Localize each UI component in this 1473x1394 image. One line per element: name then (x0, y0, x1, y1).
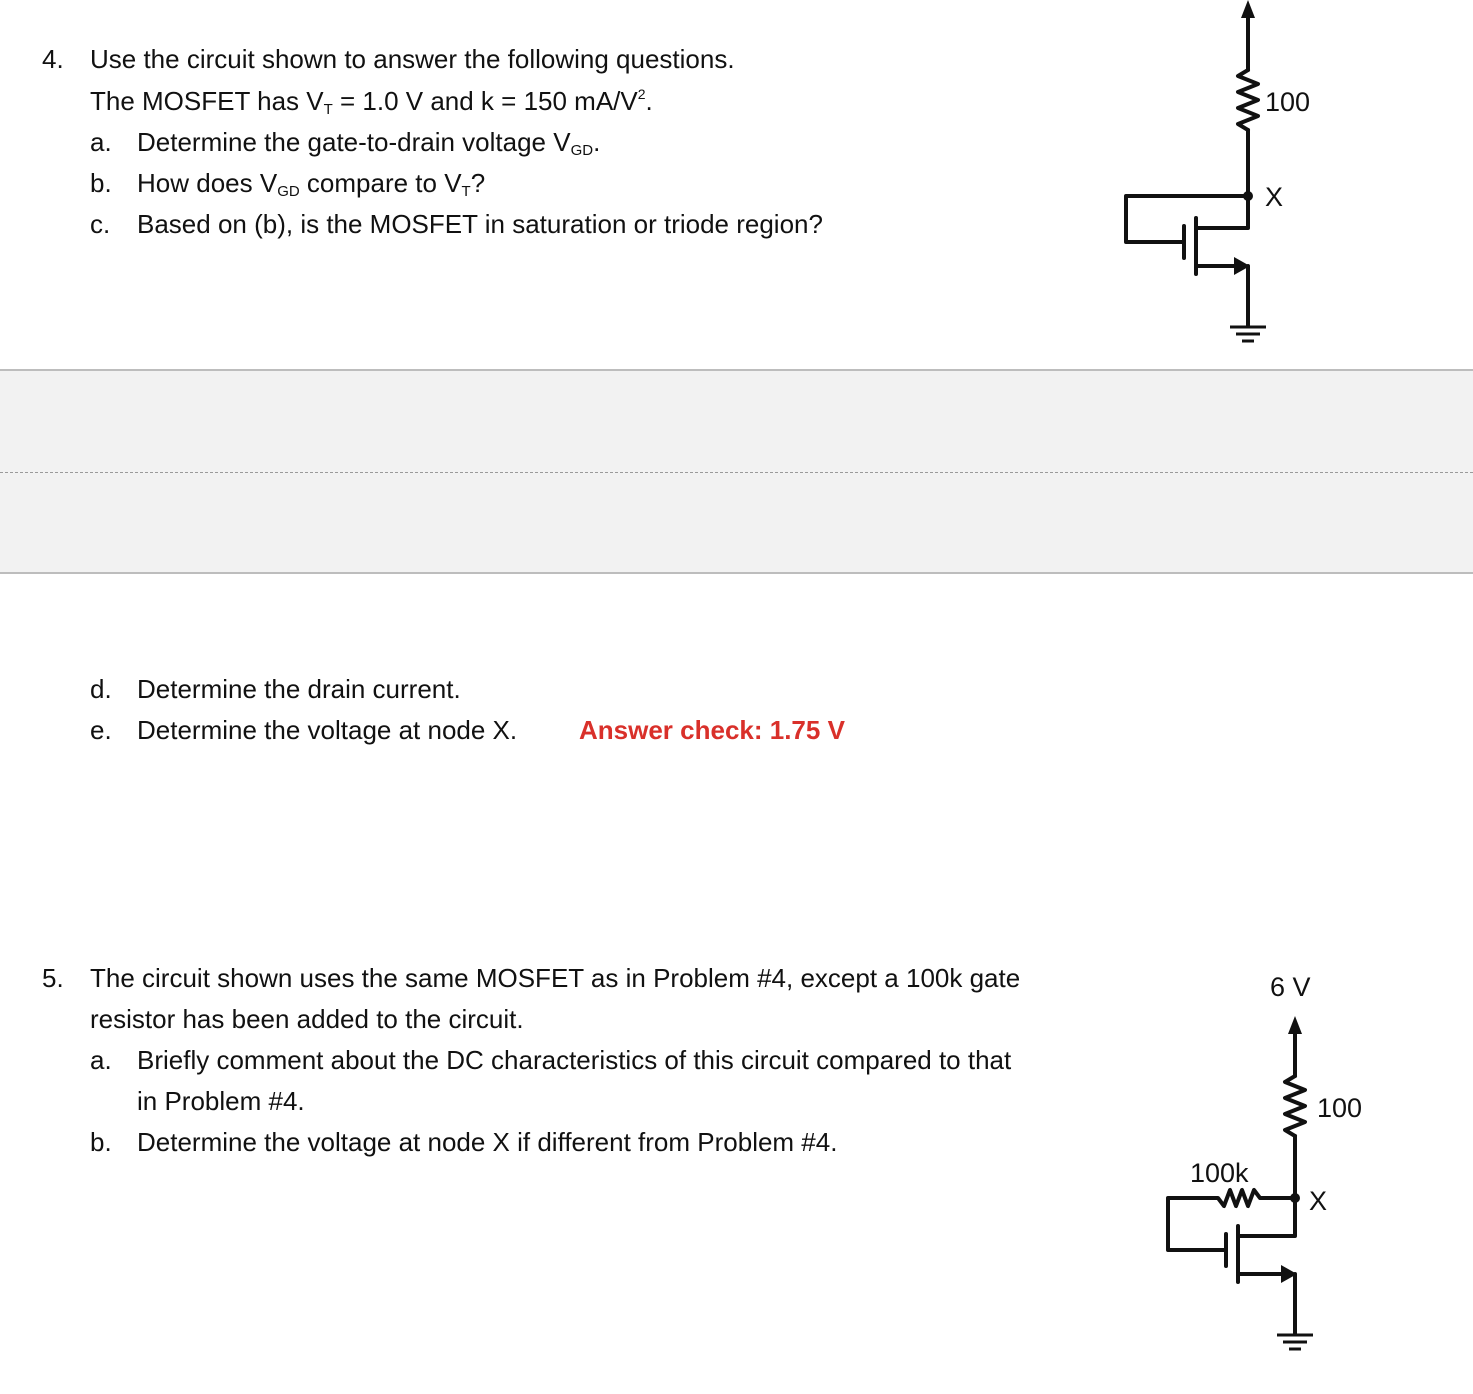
problem-4-circuit (1110, 0, 1370, 360)
node-x-dot (1290, 1193, 1300, 1203)
supply-arrow-icon (1241, 0, 1255, 18)
problem-4-number: 4. (42, 44, 64, 74)
ground-icon (1277, 1335, 1313, 1349)
params-text-a: The MOSFET has V (90, 86, 324, 116)
resistor-label: 100 (1265, 87, 1311, 117)
item-4a-main: Determine the gate-to-drain voltage V (137, 127, 571, 157)
problem-4-intro: Use the circuit shown to answer the following questions. (90, 44, 735, 74)
item-4c-text: Based on (b), is the MOSFET in saturation or triode region? (137, 209, 823, 239)
item-4b-text (137, 166, 485, 200)
item-4b-main: How does V (137, 168, 278, 198)
item-5b-text: Determine the voltage at node X if different from Problem #4. (137, 1127, 838, 1157)
node-label: X (1309, 1186, 1328, 1216)
drain-connection (1196, 196, 1248, 228)
item-4b-sub2: T (461, 183, 471, 200)
answer-check: Answer check: 1.75 V (579, 715, 845, 745)
item-4d-marker: d. (90, 674, 112, 704)
item-5a-line1: Briefly comment about the DC characteristics of this circuit compared to that (137, 1045, 1012, 1075)
gate-drain-wire (1126, 196, 1248, 242)
item-4d-text: Determine the drain current. (137, 674, 461, 704)
gate-resistor-icon (1206, 1190, 1295, 1206)
item-5a-marker: a. (90, 1045, 112, 1075)
problem-5-circuit (1150, 960, 1410, 1380)
item-4e-marker: e. (90, 715, 112, 745)
item-4b-end: ? (470, 168, 486, 198)
resistor-icon (1238, 70, 1258, 130)
node-label: X (1265, 182, 1284, 212)
item-4a-text (137, 125, 600, 159)
problem-5-line1: The circuit shown uses the same MOSFET as in Problem #4, except a 100k gate (90, 963, 1021, 993)
params-text-c: . (645, 86, 653, 116)
item-4a-end: . (593, 127, 601, 157)
item-4b-marker: b. (90, 168, 112, 198)
supply-label: 6 V (1270, 972, 1311, 1002)
resistor-label: 100 (1317, 1093, 1363, 1123)
answer-area (0, 369, 1473, 574)
supply-arrow-icon (1288, 1016, 1302, 1034)
params-sup-2: 2 (637, 86, 646, 102)
problem-5-line2: resistor has been added to the circuit. (90, 1004, 524, 1034)
problem-5-number: 5. (42, 963, 64, 993)
params-text-b: = 1.0 V and k = 150 mA/V (332, 86, 638, 116)
item-4e-text: Determine the voltage at node X. (137, 715, 518, 745)
item-4b-mid: compare to V (299, 168, 462, 198)
item-4b-sub1: GD (277, 183, 300, 200)
item-4c-marker: c. (90, 209, 111, 239)
resistor-icon (1285, 1076, 1305, 1136)
item-5a-line2: in Problem #4. (137, 1086, 305, 1116)
gate-resistor-label: 100k (1190, 1158, 1249, 1188)
node-x-dot (1243, 191, 1253, 201)
problem-4-params (90, 84, 653, 118)
item-4a-sub: GD (570, 142, 594, 159)
ground-icon (1230, 327, 1266, 341)
item-4a-marker: a. (90, 127, 112, 157)
item-5b-marker: b. (90, 1127, 112, 1157)
params-sub-t: T (323, 101, 333, 118)
answer-divider (0, 472, 1473, 473)
gate-wire (1168, 1198, 1224, 1250)
